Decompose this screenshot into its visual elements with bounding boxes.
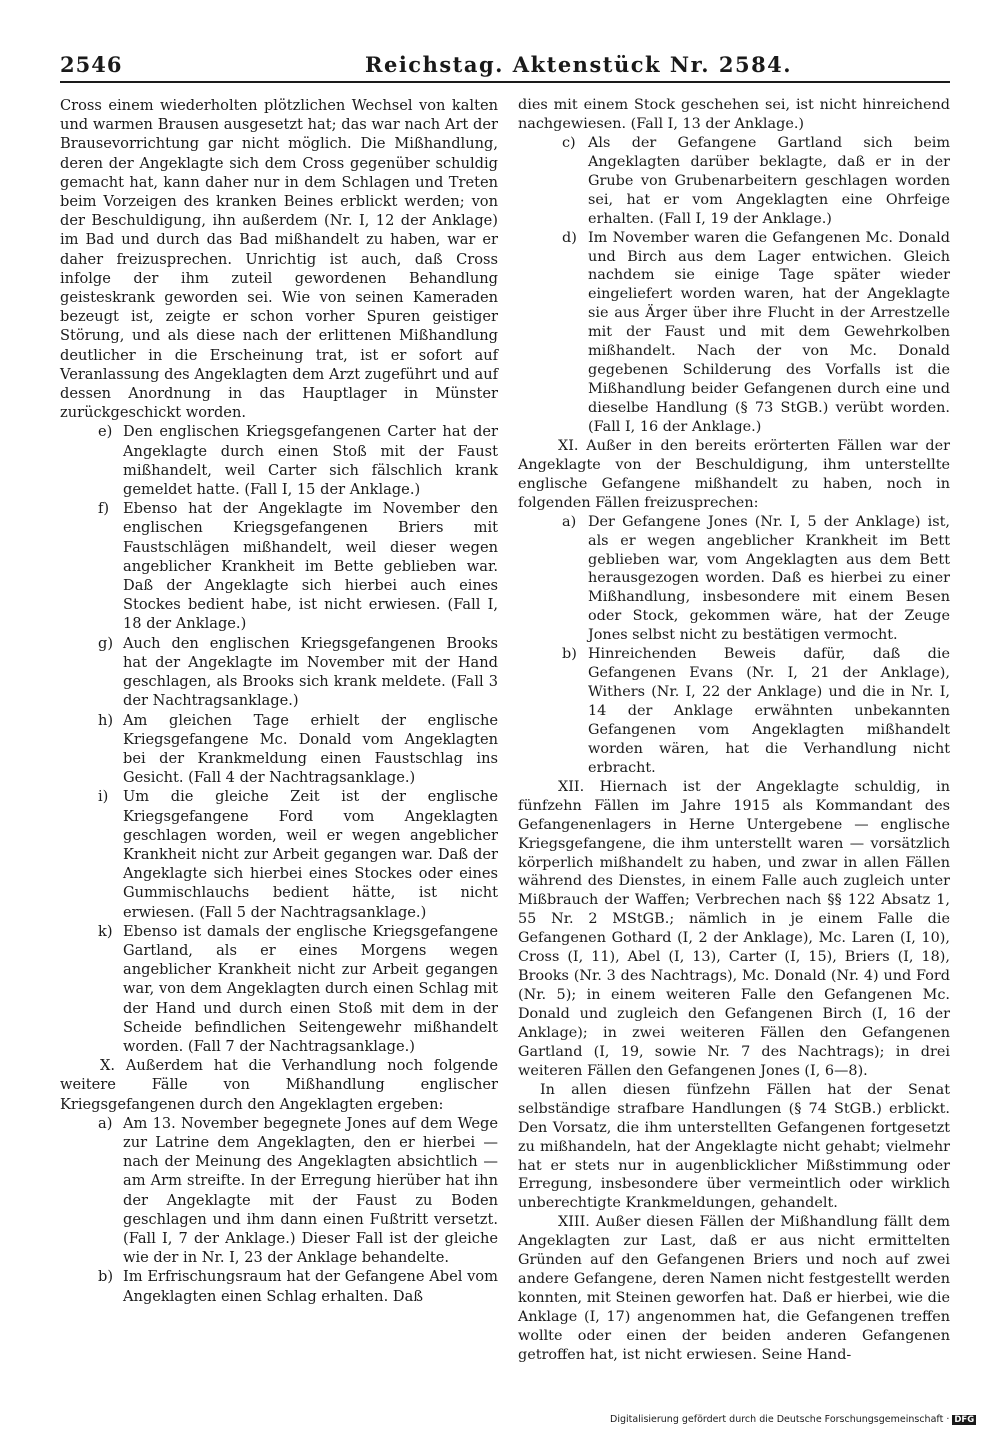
item-text: Ebenso ist damals der englische Kriegsgefangene Gartland, als er eines Morgens wegen angeblicher Krankheit nicht zur Arbeit gegangen war, von dem Angeklagten durch einen Schlag mit der Hand und durch einen Stoß mit dem in der Scheide befindlichen Seitengewehr mißhandelt worden. (Fall 7 der Nachtragsanklage.) [123,922,498,1055]
list-item [60,922,498,1056]
item-label: c) [562,134,576,151]
list-item [60,1267,498,1305]
item-text: Auch den englischen Kriegsgefangenen Brooks hat der Angeklagte im November mit der Hand geschlagen, als Brooks sich krank meldete. (Fall 3 der Nachtragsanklage.) [123,634,498,710]
item-label: g) [98,634,114,652]
paragraph: In allen diesen fünfzehn Fällen hat der Senat selbständige strafbare Handlungen (§ 74 StGB.) erblickt. Den Vorsatz, die ihm unterstellten Gefangenen fortgesetzt zu mißhandeln, hat der Angeklagte nicht gehabt; vielmehr hat er stets nur in augenblicklicher Mißstimmung oder Erregung, insbesondere über vermeintlich oder wirklich unberechtigte Krankmeldungen, gehandelt. [518,1081,950,1212]
item-text: Ebenso hat der Angeklagte im November den englischen Kriegsgefangenen Briers mit Faustschlägen mißhandelt, weil dieser wegen angeblicher Krankheit im Bette geblieben war. Daß der Angeklagte sich hierbei auch eines Stockes bedient habe, ist nicht erwiesen. (Fall I, 18 der Anklage.) [123,500,498,633]
item-text: Im Erfrischungsraum hat der Gefangene Abel vom Angeklagten einen Schlag erhalten. Daß [123,1268,498,1305]
footer-text: Digitalisierung gefördert durch die Deutsche Forschungsgemeinschaft · [610,1414,950,1425]
item-label: b) [562,646,577,663]
list-item [518,134,950,229]
right-column [518,96,950,1365]
list-item [518,229,950,437]
item-label: f) [98,500,110,518]
list-item [60,787,498,921]
section-paragraph: X. Außerdem hat die Verhandlung noch folgende weitere Fälle von Mißhandlung englischer Kriegsgefangenen durch den Angeklagten ergeben: [60,1057,498,1113]
item-text: Im November waren die Gefangenen Mc. Donald und Birch aus dem Lager entwichen. Gleich nachdem sie einige Tage später wieder eingeliefert worden waren, hat der Angeklagte sie aus Ärger über ihre Flucht in der Arrestzelle mit der Faust und mit dem Gewehrkolben mißhandelt. Nach der von Mc. Donald gegebenen Schilderung des Vorfalls ist die Mißhandlung beider Gefangenen durch eine und dieselbe Handlung (§ 73 StGB.) verübt worden. (Fall I, 16 der Anklage.) [588,229,950,435]
item-text: Der Gefangene Jones (Nr. I, 5 der Anklage) ist, als er wegen angeblicher Krankheit im Bett geblieben war, vom Angeklagten aus dem Bett herausgezogen worden. Daß es hierbei zu einer Mißhandlung, insbesondere mit einem Besen oder Stock, gekommen wäre, hat der Zeuge Jones selbst nicht zu bestätigen vermocht. [588,513,950,644]
paragraph: dies mit einem Stock geschehen sei, ist nicht hinreichend nachgewiesen. (Fall I, 13 der Anklage.) [518,97,950,132]
item-text: Hinreichenden Beweis dafür, daß die Gefangenen Evans (Nr. I, 21 der Anklage), Withers (Nr. I, 22 der Anklage) und die in Nr. I, 14 der Anklage erwähnten unbekannten Gefangenen vom Angeklagten mißhandelt worden wären, hat die Verhandlung nicht erbracht. [588,646,950,776]
item-text: Als der Gefangene Gartland sich beim Angeklagten darüber beklagte, daß er in der Grube von Grubenarbeitern geschlagen worden sei, hat er vom Angeklagten eine Ohrfeige erhalten. (Fall I, 19 der Anklage.) [588,134,950,227]
item-label: h) [98,711,114,729]
item-label: a) [562,513,577,530]
list-item [60,711,498,788]
item-label: a) [98,1114,113,1132]
item-label: k) [98,922,113,940]
header-rule [60,81,950,83]
section-paragraph: XIII. Außer diesen Fällen der Mißhandlung fällt dem Angeklagten zur Last, daß er aus nicht ermittelten Gründen auf den Gefangenen Briers und noch auf zwei andere Gefangene, deren Namen nicht festgestellt werden konnten, mit Steinen geworfen hat. Daß er hierbei, wie die Anklage (I, 17) angenommen hat, die Gefangenen treffen wollte oder einen der beiden anderen Gefangenen getroffen hat, ist nicht erwiesen. Seine Hand- [518,1214,950,1363]
list-item [60,634,498,711]
footer-credit [610,1414,976,1425]
list-item [60,422,498,499]
item-text: Am 13. November begegnete Jones auf dem Wege zur Latrine dem Angeklagten, den er hierbei — nach der Meinung des Angeklagten absichtlich — am Arm streifte. In der Erregung hierüber hat ihn der Angeklagte mit der Faust zu Boden geschlagen und ihm dann einen Fußtritt versetzt. (Fall I, 7 der Anklage.) Dieser Fall ist der gleiche wie der in Nr. I, 23 der Anklage behandelte. [123,1114,498,1267]
running-title: Reichstag. Aktenstück Nr. 2584. [365,52,793,77]
list-item [518,645,950,778]
item-label: e) [98,423,113,441]
list-item [60,1114,498,1268]
list-item [518,513,950,646]
paragraph: Cross einem wiederholten plötzlichen Wechsel von kalten und warmen Brausen ausgesetzt hat; das war nach Art der Brausevorrichtung gar nicht möglich. Die Mißhandlung, deren der Angeklagte sich dem Cross gegenüber schuldig gemacht hat, kann daher nur in dem Schlagen und Treten beim Vorzeigen des kranken Beines erblickt werden; von der Beschuldigung, ihn außerdem (Nr. I, 12 der Anklage) im Bad und durch das Bad mißhandelt zu haben, war er daher freizusprechen. Unrichtig ist auch, daß Cross infolge der ihm zuteil gewordenen Behandlung geisteskrank geworden sei. Wie von seinen Kameraden bezeugt ist, zeigte er schon vorher Spuren geistiger Störung, und als diese nach der erlittenen Mißhandlung deutlicher in die Erscheinung trat, ist er sofort auf Veranlassung des Angeklagten dem Arzt zugeführt und auf dessen Anordnung in das Hauptlager in Münster zurückgeschickt worden. [60,97,498,422]
item-label: b) [98,1268,114,1286]
item-text: Um die gleiche Zeit ist der englische Kriegsgefangene Ford vom Angeklagten geschlagen worden, weil er wegen angeblicher Krankheit nicht zur Arbeit gegangen war. Daß der Angeklagte sich hierbei eines Stockes oder eines Gummischlauchs bedient hätte, ist nicht erwiesen. (Fall 5 der Nachtragsanklage.) [123,788,498,921]
item-text: Den englischen Kriegsgefangenen Carter hat der Angeklagte durch einen Stoß mit der Faust mißhandelt, weil Carter sich fälschlich krank gemeldet hatte. (Fall I, 15 der Anklage.) [123,423,498,499]
page-header [60,50,950,86]
section-paragraph: XI. Außer in den bereits erörterten Fällen war der Angeklagte von der Beschuldigung, ihm unterstellte englische Gefangene mißhandelt zu haben, noch in folgenden Fällen freizusprechen: [518,437,950,511]
page-number: 2546 [60,52,123,77]
item-label: i) [98,788,109,806]
dfg-logo: DFG [954,1415,975,1425]
list-item [60,499,498,633]
item-text: Am gleichen Tage erhielt der englische Kriegsgefangene Mc. Donald vom Angeklagten bei der Krankmeldung einen Faustschlag ins Gesicht. (Fall 4 der Nachtragsanklage.) [123,711,498,787]
left-column [60,96,498,1306]
section-paragraph: XII. Hiernach ist der Angeklagte schuldig, in fünfzehn Fällen im Jahre 1915 als Kommandant des Gefangenenlagers in Herne Untergebene — englische Kriegsgefangene, die ihm unterstellt waren — vorsätzlich körperlich mißhandelt zu haben, und zwar in allen Fällen während des Dienstes, in einem Falle auch zugleich unter Mißbrauch der Waffen; Verbrechen nach §§ 122 Absatz 1, 55 Nr. 2 MStGB.; nämlich in je einem Falle die Gefangenen Gothard (I, 2 der Anklage), Mc. Laren (I, 10), Cross (I, 11), Abel (I, 13), Carter (I, 15), Briers (I, 18), Brooks (Nr. 3 des Nachtrags), Mc. Donald (Nr. 4) und Ford (Nr. 5); in einem weiteren Falle den Gefangenen Mc. Donald und zugleich den Gefangenen Birch (I, 16 der Anklage); in zwei weiteren Fällen den Gefangenen Gartland (I, 19, sowie Nr. 7 des Nachtrags); in drei weiteren Fällen den Gefangenen Jones (I, 6—8). [518,778,950,1079]
item-label: d) [562,229,577,246]
